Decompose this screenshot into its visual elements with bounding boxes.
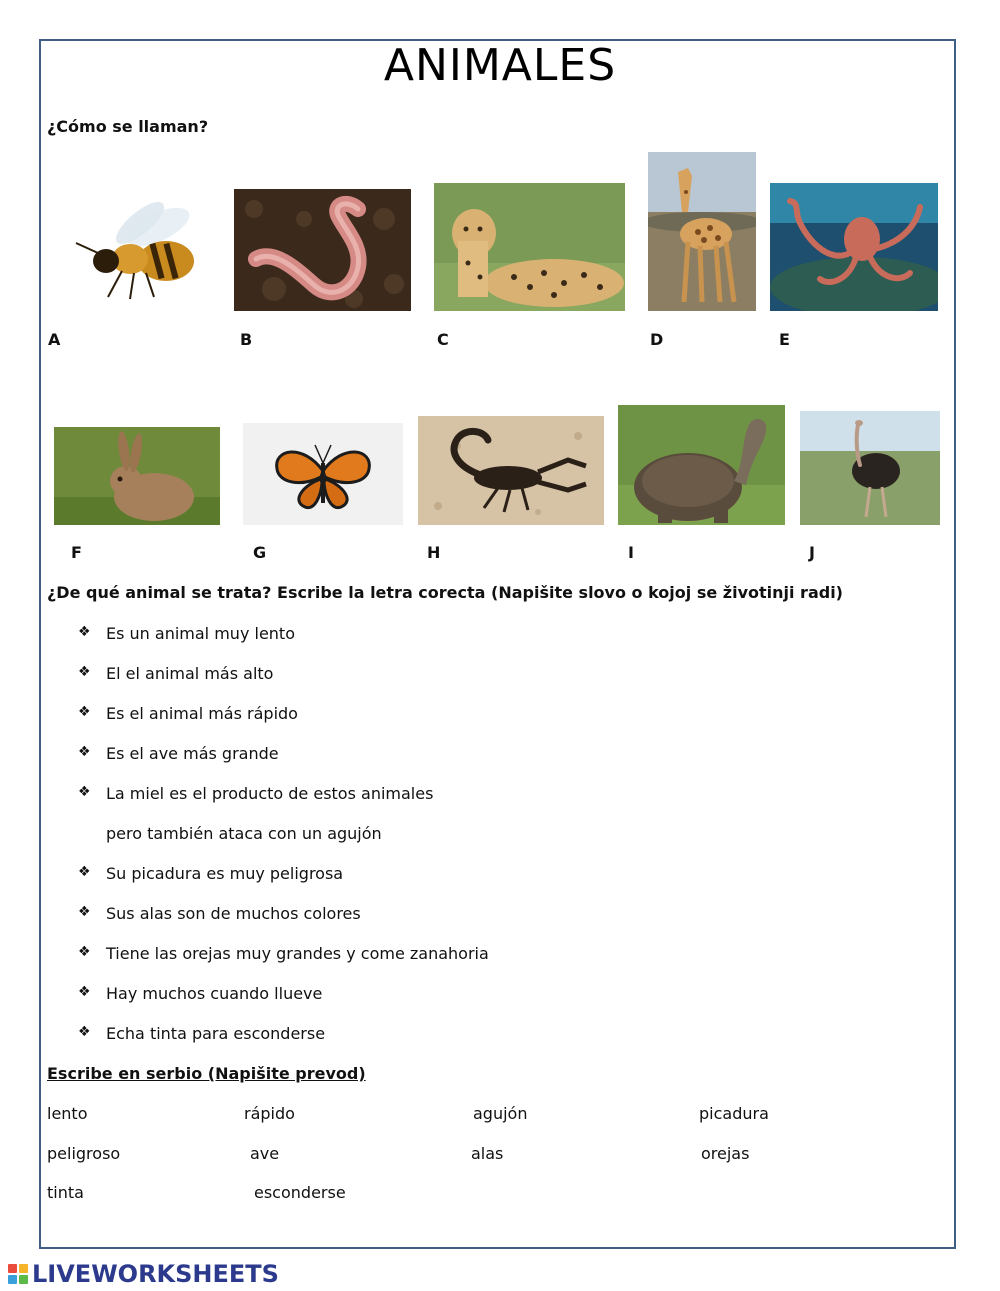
list-item-text: Su picadura es muy peligrosa	[106, 864, 344, 883]
list-item-text: El el animal más alto	[106, 664, 274, 683]
bullet-icon: ❖	[78, 904, 91, 920]
butterfly-image	[243, 423, 403, 525]
bullet-icon: ❖	[78, 624, 91, 640]
bullet-icon: ❖	[78, 664, 91, 680]
giraffe-image	[648, 152, 756, 311]
page-title: ANIMALES	[383, 40, 617, 91]
vocab-word: ave	[250, 1144, 280, 1163]
picture-letter-i: I	[628, 543, 634, 562]
list-item-text: Sus alas son de muchos colores	[106, 904, 361, 923]
bullet-icon: ❖	[78, 704, 91, 720]
section1-heading: ¿Cómo se llaman?	[47, 117, 209, 136]
picture-letter-h: H	[427, 543, 441, 562]
vocab-word: lento	[47, 1104, 88, 1123]
octopus-image	[770, 183, 938, 311]
rabbit-image	[54, 427, 220, 525]
liveworksheets-logo-icon	[8, 1264, 28, 1284]
picture-letter-a: A	[48, 330, 61, 349]
vocab-word: rápido	[244, 1104, 295, 1123]
vocab-word: picadura	[699, 1104, 769, 1123]
footer-brand-text: LIVEWORKSHEETS	[32, 1260, 279, 1288]
cheetah-image	[434, 183, 625, 311]
picture-letter-j: J	[809, 543, 815, 562]
ostrich-image	[800, 411, 940, 525]
bullet-icon: ❖	[78, 1024, 91, 1040]
bullet-icon: ❖	[78, 944, 91, 960]
list-item-text: La miel es el producto de estos animales	[106, 784, 434, 803]
vocab-word: alas	[471, 1144, 504, 1163]
list-item-text: Tiene las orejas muy grandes y come zanahoria	[106, 944, 489, 963]
vocab-word: tinta	[47, 1183, 84, 1202]
picture-letter-g: G	[253, 543, 267, 562]
section2-heading: ¿De qué animal se trata? Escribe la letra corecta (Napišite slovo o kojoj se životinji radi)	[47, 583, 843, 602]
picture-letter-f: F	[71, 543, 82, 562]
list-item-text: Echa tinta para esconderse	[106, 1024, 326, 1043]
picture-letter-e: E	[779, 330, 790, 349]
list-item-text: Es un animal muy lento	[106, 624, 295, 643]
vocab-word: esconderse	[254, 1183, 346, 1202]
list-item-text: pero también ataca con un agujón	[106, 824, 382, 843]
bullet-icon: ❖	[78, 984, 91, 1000]
vocab-word: orejas	[701, 1144, 750, 1163]
picture-letter-d: D	[650, 330, 664, 349]
bullet-icon: ❖	[78, 744, 91, 760]
bee-image	[58, 189, 202, 311]
list-item-text: Es el ave más grande	[106, 744, 279, 763]
bullet-icon: ❖	[78, 784, 91, 800]
vocab-word: peligroso	[47, 1144, 121, 1163]
tortoise-image	[618, 405, 785, 525]
vocab-word: agujón	[473, 1104, 528, 1123]
list-item-text: Hay muchos cuando llueve	[106, 984, 323, 1003]
list-item-text: Es el animal más rápido	[106, 704, 298, 723]
scorpion-image	[418, 416, 604, 525]
bullet-icon: ❖	[78, 864, 91, 880]
worm-image	[234, 189, 411, 311]
section3-heading: Escribe en serbio (Napišite prevod)	[47, 1064, 366, 1083]
picture-letter-b: B	[240, 330, 253, 349]
picture-letter-c: C	[437, 330, 449, 349]
footer-logo	[8, 1261, 279, 1287]
